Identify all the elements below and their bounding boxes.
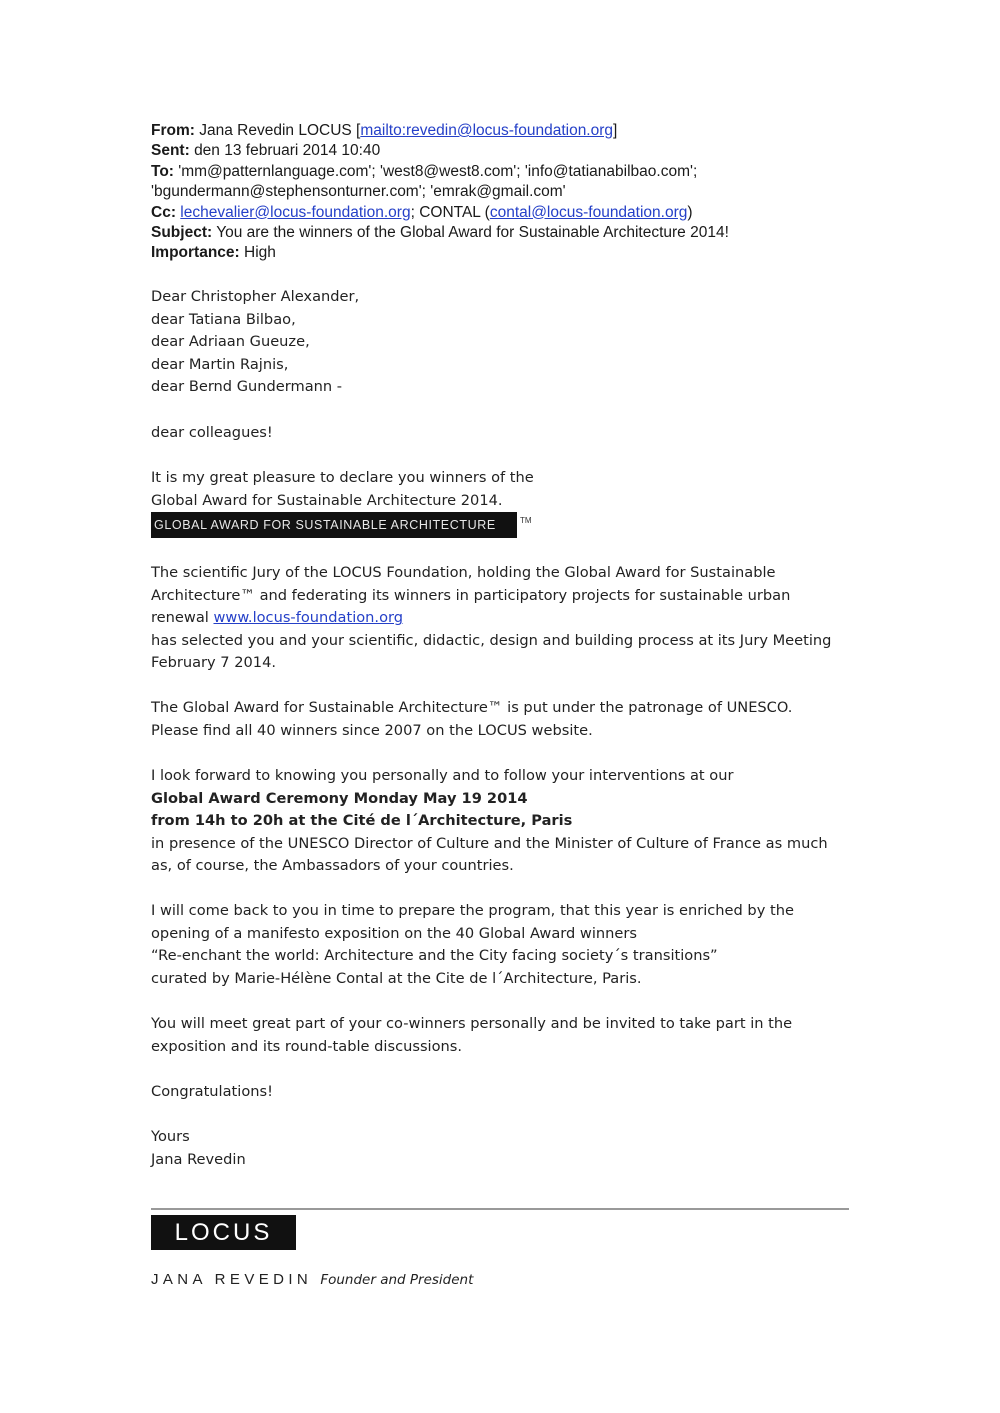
- cc-close: ): [687, 203, 693, 221]
- congratulations: [151, 1081, 861, 1104]
- from-line: [151, 121, 871, 141]
- ceremony-line: in presence of the UNESCO Director of Culture and the Minister of Culture of France as much: [151, 834, 828, 852]
- email-header: [151, 121, 871, 264]
- intro-line: Global Award for Sustainable Architecture 2014.: [151, 491, 503, 509]
- signature-footer: [151, 1271, 473, 1288]
- to-label: To:: [151, 162, 174, 180]
- jury-paragraph: [151, 562, 861, 675]
- footer-divider: [151, 1208, 849, 1210]
- locus-logo: LOCUS: [151, 1215, 296, 1250]
- unesco-line: Please find all 40 winners since 2007 on the LOCUS website.: [151, 721, 593, 739]
- jury-line: The scientific Jury of the LOCUS Foundation, holding the Global Award for Sustainable: [151, 564, 776, 581]
- to-line: [151, 162, 871, 182]
- sent-value: den 13 februari 2014 10:40: [194, 142, 381, 160]
- salutation-line: dear Tatiana Bilbao,: [151, 310, 296, 328]
- website-link[interactable]: www.locus-foundation.org: [213, 609, 404, 627]
- award-banner: GLOBAL AWARD FOR SUSTAINABLE ARCHITECTURE: [151, 512, 517, 538]
- ceremony-line: I look forward to knowing you personally and to follow your interventions at our: [151, 767, 734, 784]
- from-label: From:: [151, 122, 195, 139]
- unesco-line: The Global Award for Sustainable Architecture™ is put under the patronage of UNESCO.: [151, 699, 793, 716]
- cc-mid: ; CONTAL (: [410, 203, 490, 221]
- unesco-paragraph: [151, 697, 861, 742]
- program-line: “Re-enchant the world: Architecture and the City facing society´s transitions”: [151, 947, 718, 965]
- jury-line: [151, 607, 861, 630]
- signature-name: Jana Revedin: [151, 1150, 246, 1168]
- subject-line: [151, 223, 871, 243]
- trademark-mark: TM: [520, 516, 532, 525]
- salutation-block: [151, 286, 861, 399]
- ceremony-line: as, of course, the Ambassadors of your countries.: [151, 857, 514, 875]
- to-value-2: 'bgundermann@stephensonturner.com'; 'emrak@gmail.com': [151, 183, 566, 201]
- footer-role: Founder and President: [320, 1272, 474, 1288]
- cc-label: Cc:: [151, 203, 176, 221]
- from-email-link[interactable]: mailto:revedin@locus-foundation.org: [360, 122, 614, 139]
- ceremony-date: Global Award Ceremony Monday May 19 2014: [151, 789, 528, 807]
- closing-block: [151, 1126, 861, 1171]
- ceremony-date-line: [151, 788, 861, 811]
- salutation-line: dear Adriaan Gueuze,: [151, 333, 310, 351]
- sent-label: Sent:: [151, 142, 190, 160]
- cc-line: [151, 203, 871, 223]
- sent-line: [151, 141, 871, 161]
- from-value: Jana Revedin LOCUS [: [199, 122, 361, 139]
- cc-email-link-2[interactable]: contal@locus-foundation.org: [489, 203, 688, 221]
- from-close: ]: [613, 122, 618, 139]
- ceremony-time-place: from 14h to 20h at the Cité de l´Architecture, Paris: [151, 812, 573, 830]
- jury-line: Architecture™ and federating its winners in participatory projects for sustainable urban: [151, 586, 791, 604]
- importance-line: [151, 243, 871, 263]
- greeting-text: dear colleagues!: [151, 424, 273, 441]
- program-line: I will come back to you in time to prepare the program, that this year is enriched by the: [151, 902, 794, 919]
- cc-email-link-1[interactable]: lechevalier@locus-foundation.org: [180, 203, 411, 221]
- jury-line: has selected you and your scientific, didactic, design and building process at its Jury Meeting: [151, 631, 832, 649]
- salutation-line: Dear Christopher Alexander,: [151, 288, 360, 305]
- jury-line: February 7 2014.: [151, 654, 277, 672]
- ceremony-time-line: [151, 810, 861, 833]
- jury-line-prefix: renewal: [151, 609, 214, 627]
- program-line: opening of a manifesto exposition on the 40 Global Award winners: [151, 924, 637, 942]
- program-line: curated by Marie-Hélène Contal at the Cite de l´Architecture, Paris.: [151, 969, 642, 987]
- congratulations-text: Congratulations!: [151, 1083, 273, 1100]
- intro-line: It is my great pleasure to declare you winners of the: [151, 469, 534, 486]
- importance-label: Importance:: [151, 244, 240, 262]
- salutation-line: dear Martin Rajnis,: [151, 355, 289, 373]
- importance-value: High: [244, 244, 276, 262]
- footer-name: JANA REVEDIN: [151, 1271, 313, 1288]
- program-paragraph: [151, 900, 861, 990]
- greeting: [151, 422, 861, 445]
- ceremony-paragraph: [151, 765, 861, 878]
- meet-line: You will meet great part of your co-winners personally and be invited to take part in the: [151, 1015, 793, 1032]
- intro-paragraph: [151, 467, 861, 512]
- subject-label: Subject:: [151, 224, 213, 242]
- salutation-line: dear Bernd Gundermann -: [151, 378, 343, 396]
- meet-line: exposition and its round-table discussions.: [151, 1037, 463, 1055]
- closing-line: Yours: [151, 1128, 190, 1145]
- to-value-1: 'mm@patternlanguage.com'; 'west8@west8.com'; 'info@tatianabilbao.com';: [178, 162, 698, 180]
- subject-value: You are the winners of the Global Award for Sustainable Architecture 2014!: [216, 224, 729, 242]
- to-line-continued: [151, 182, 871, 202]
- meet-paragraph: [151, 1013, 861, 1058]
